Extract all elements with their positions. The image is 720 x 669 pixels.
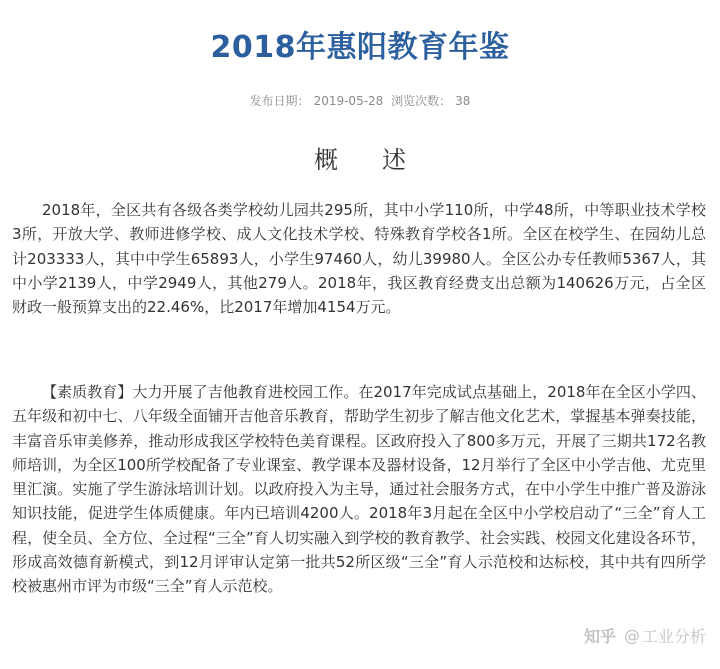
publish-date: 2019-05-28 xyxy=(313,94,384,108)
quality-education-tag: 【素质教育】 xyxy=(42,383,133,401)
article-meta xyxy=(0,92,720,109)
overview-paragraph: 2018年，全区共有各级各类学校幼儿园共295所，其中小学110所，中学48所，中等职业技术学校3所，开放大学、教师进修学校、成人文化技术学校、特殊教育学校各1所。全区在校学生、在园幼儿总计203333人，其中中学生65893人，小学生97460人，幼儿39980人。全区公办专任教师5367人，其中小学2139人，中学2949人，其他279人。2018年，我区教育经费支出总额为140626万元，占全区财政一般预算支出的22.46%，比2017年增加4154万元。 xyxy=(12,201,706,317)
zhihu-logo: 知乎 xyxy=(583,627,616,646)
page-title: 2018年惠阳教育年鉴 xyxy=(210,30,510,65)
view-count-label: 浏览次数： xyxy=(391,94,452,108)
quality-education-body: 大力开展了吉他教育进校园工作。在2017年完成试点基础上，2018年在全区小学四、五年级和初中七、八年级全面铺开吉他音乐教育，帮助学生初步了解吉他文化艺术，掌握基本弹奏技能，丰富音乐审美修养，推动形成我区学校特色美育课程。区政府投入了800多万元，开展了三期共172名教师培训，为全区100所学校配备了专业课室、教学课本及器材设备，12月举行了全区中小学吉他、尤克里里汇演。实施了学生游泳培训计划。以政府投入为主导，通过社会服务方式，在中小学生中推广普及游泳知识技能，促进学生体质健康。年内已培训4200人。2018年3月起在全区中小学校启动了“三全”育人工程，使全员、全方位、全过程“三全”育人切实融入到学校的教育教学、社会实践、校园文化建设各环节，形成高效德育新模式，到12月评审认定第一批共52所区级“三全”育人示范校和达标校，其中共有四所学校被惠州市评为市级“三全”育人示范校。 xyxy=(12,383,706,596)
at-sign: @ xyxy=(623,626,640,645)
quality-education-paragraph xyxy=(12,380,706,599)
publish-date-label: 发布日期： xyxy=(249,94,310,108)
watermark-author: 工业分析 xyxy=(641,627,706,646)
section-heading: 概述 xyxy=(314,146,450,174)
watermark xyxy=(584,624,706,647)
view-count: 38 xyxy=(455,94,471,108)
